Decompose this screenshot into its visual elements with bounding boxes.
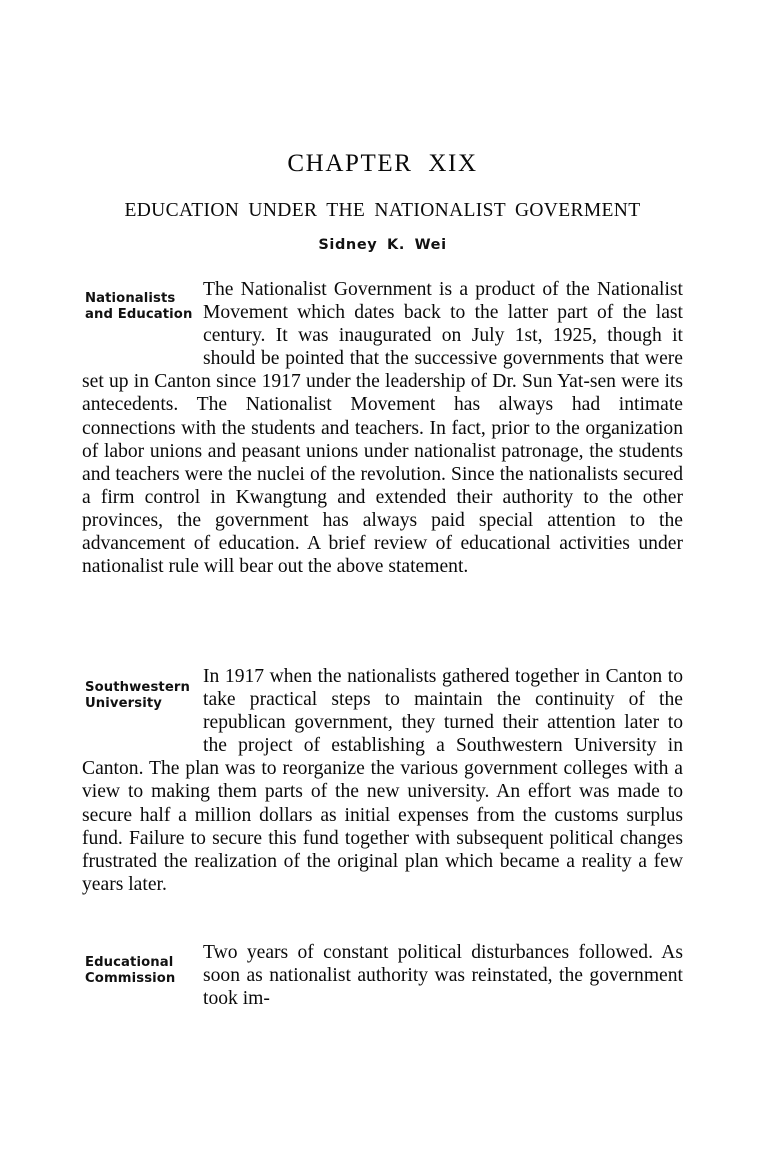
margin-note: [85, 291, 205, 322]
body-paragraph: [82, 278, 683, 578]
paragraph-text: Two years of constant political disturbances followed. As soon as nationalist authority was reinstated, the government took im-: [203, 942, 683, 1010]
paragraph-text: In 1917 when the nationalists gathered together in Canton to take practical steps to maintain the continuity of the republican government, they turned their attention later to the project of establishing a Southwestern University in Canton. The plan was to reorganize the various government colleges with a view to making them parts of the new university. An effort was made to secure half a million dollars as initial expenses from the customs surplus fund. Failure to secure this fund together with subsequent political changes frustrated the realization of the original plan which became a reality a few years later.: [82, 666, 683, 895]
margin-note: [85, 955, 205, 986]
author-byline: Sidney K. Wei: [318, 237, 447, 253]
chapter-number-heading: CHAPTER XIX: [287, 150, 478, 177]
margin-note: [85, 680, 205, 711]
chapter-title-heading: EDUCATION UNDER THE NATIONALIST GOVERMENT: [124, 200, 641, 221]
margin-note-line: and Education: [85, 306, 193, 322]
margin-note-line: Commission: [85, 970, 176, 986]
paragraph-text: The Nationalist Government is a product of the Nationalist Movement which dates back to the latter part of the last century. It was inaugurated on July 1st, 1925, though it should be pointed that the successive governments that were set up in Canton since 1917 under the leadership of Dr. Sun Yat-sen were its antecedents. The Nationalist Movement has always had intimate connections with the students and teachers. In fact, prior to the organization of labor unions and peasant unions under nationalist patronage, the students and teachers were the nuclei of the revolution. Since the nationalists secured a firm control in Kwangtung and extended their authority to the other provinces, the government has always paid special attention to the advancement of education. A brief review of educational activities under nationalist rule will bear out the above statement.: [82, 279, 683, 578]
margin-note-line: Southwestern: [85, 680, 190, 695]
margin-note-line: Nationalists: [85, 291, 176, 306]
margin-note-line: Educational: [85, 955, 174, 970]
margin-note-line: University: [85, 695, 162, 711]
